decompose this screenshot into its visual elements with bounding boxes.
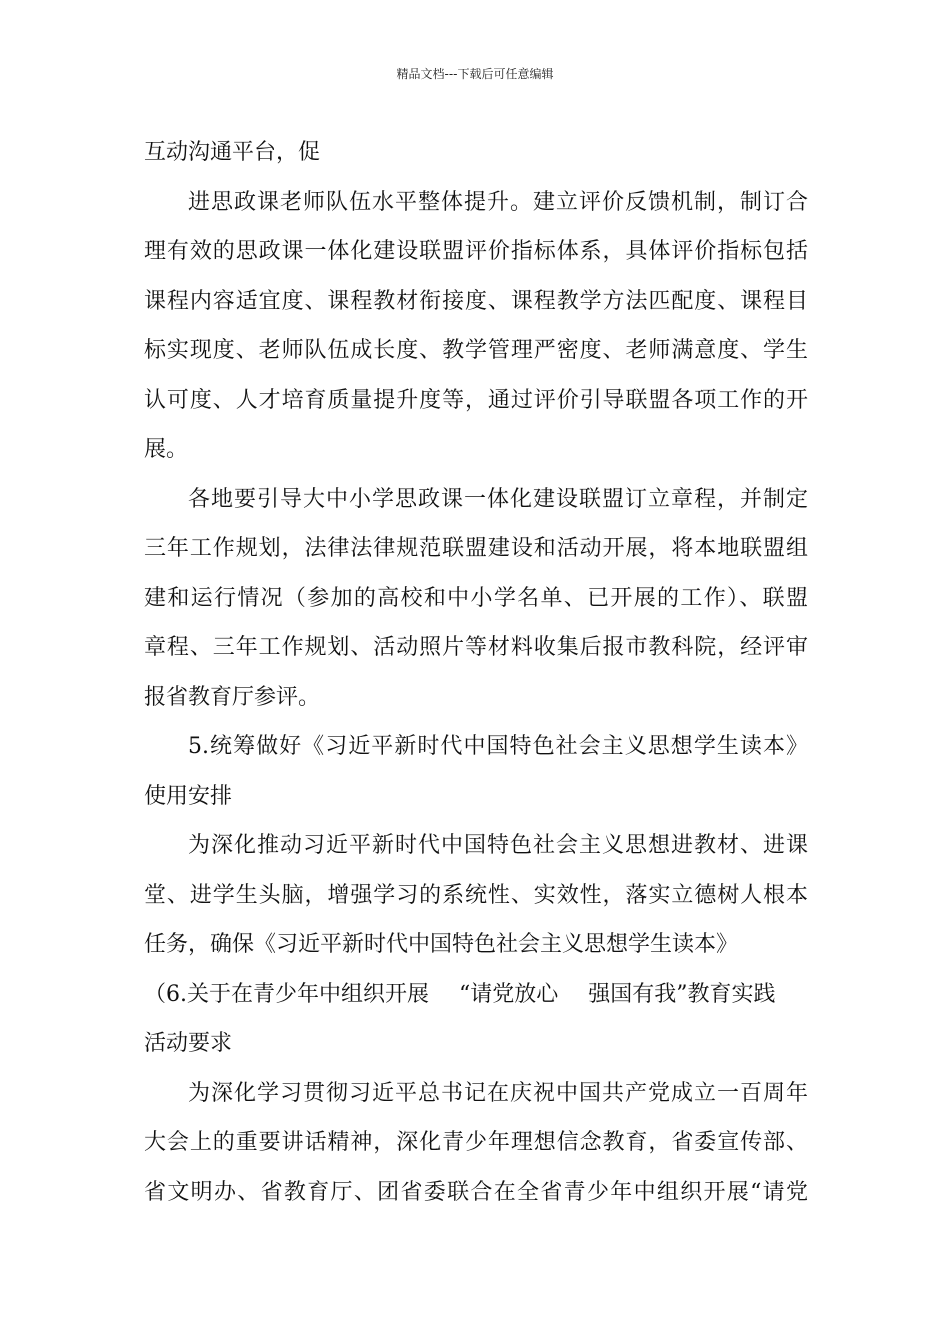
text-line: 为深化推动习近平新时代中国特色社会主义思想进教材、进课 <box>188 833 808 858</box>
text-line: 认可度、人才培育质量提升度等，通过评价引导联盟各项工作的开 <box>144 387 808 413</box>
text-line: 互动沟通平台，促 <box>144 140 321 165</box>
text-line: 为深化学习贯彻习近平总书记在庆祝中国共产党成立一百周年 <box>188 1080 808 1106</box>
heading-6-part-3: 强国有我”教育实践 <box>588 981 776 1007</box>
text-line: 堂、进学生头脑，增强学习的系统性、实效性，落实立德树人根本 <box>144 882 808 908</box>
text-line: 建和运行情况（参加的高校和中小学名单、已开展的工作）、联盟 <box>144 585 808 611</box>
text-line: 课程内容适宜度、课程教材衔接度、课程教学方法匹配度、课程目 <box>144 288 808 314</box>
section-heading-5-cont: 使用安排 <box>144 783 233 809</box>
section-heading-6 <box>144 970 808 1020</box>
section-heading-6-cont: 活动要求 <box>144 1031 233 1056</box>
heading-6-part-1: （6.关于在青少年中组织开展 <box>144 981 429 1007</box>
text-line: 省文明办、省教育厅、团省委联合在全省青少年中组织开展“请党 <box>144 1179 808 1205</box>
text-line: 三年工作规划，法律法律规范联盟建设和活动开展，将本地联盟组 <box>144 536 808 561</box>
text-line: 报省教育厅参评。 <box>144 684 321 710</box>
text-line: 大会上的重要讲话精神，深化青少年理想信念教育，省委宣传部、 <box>144 1130 808 1155</box>
section-heading-5: 5.统筹做好《习近平新时代中国特色社会主义思想学生读本》 <box>188 734 808 759</box>
text-line: 标实现度、老师队伍成长度、教学管理严密度、老师满意度、学生 <box>144 338 808 363</box>
text-line: 进思政课老师队伍水平整体提升。建立评价反馈机制，制订合 <box>188 189 808 215</box>
text-line: 各地要引导大中小学思政课一体化建设联盟订立章程，并制定 <box>188 486 808 512</box>
text-line: 任务，确保《习近平新时代中国特色社会主义思想学生读本》 <box>144 932 739 957</box>
heading-6-part-2: “请党放心 <box>459 981 559 1007</box>
text-line: 章程、三年工作规划、活动照片等材料收集后报市教科院，经评审 <box>144 635 808 660</box>
page-header: 精品文档---下载后可任意编辑 <box>396 67 554 81</box>
text-line: 理有效的思政课一体化建设联盟评价指标体系，具体评价指标包括 <box>144 239 808 264</box>
document-body <box>144 128 808 1217</box>
text-line: 展。 <box>144 437 189 462</box>
